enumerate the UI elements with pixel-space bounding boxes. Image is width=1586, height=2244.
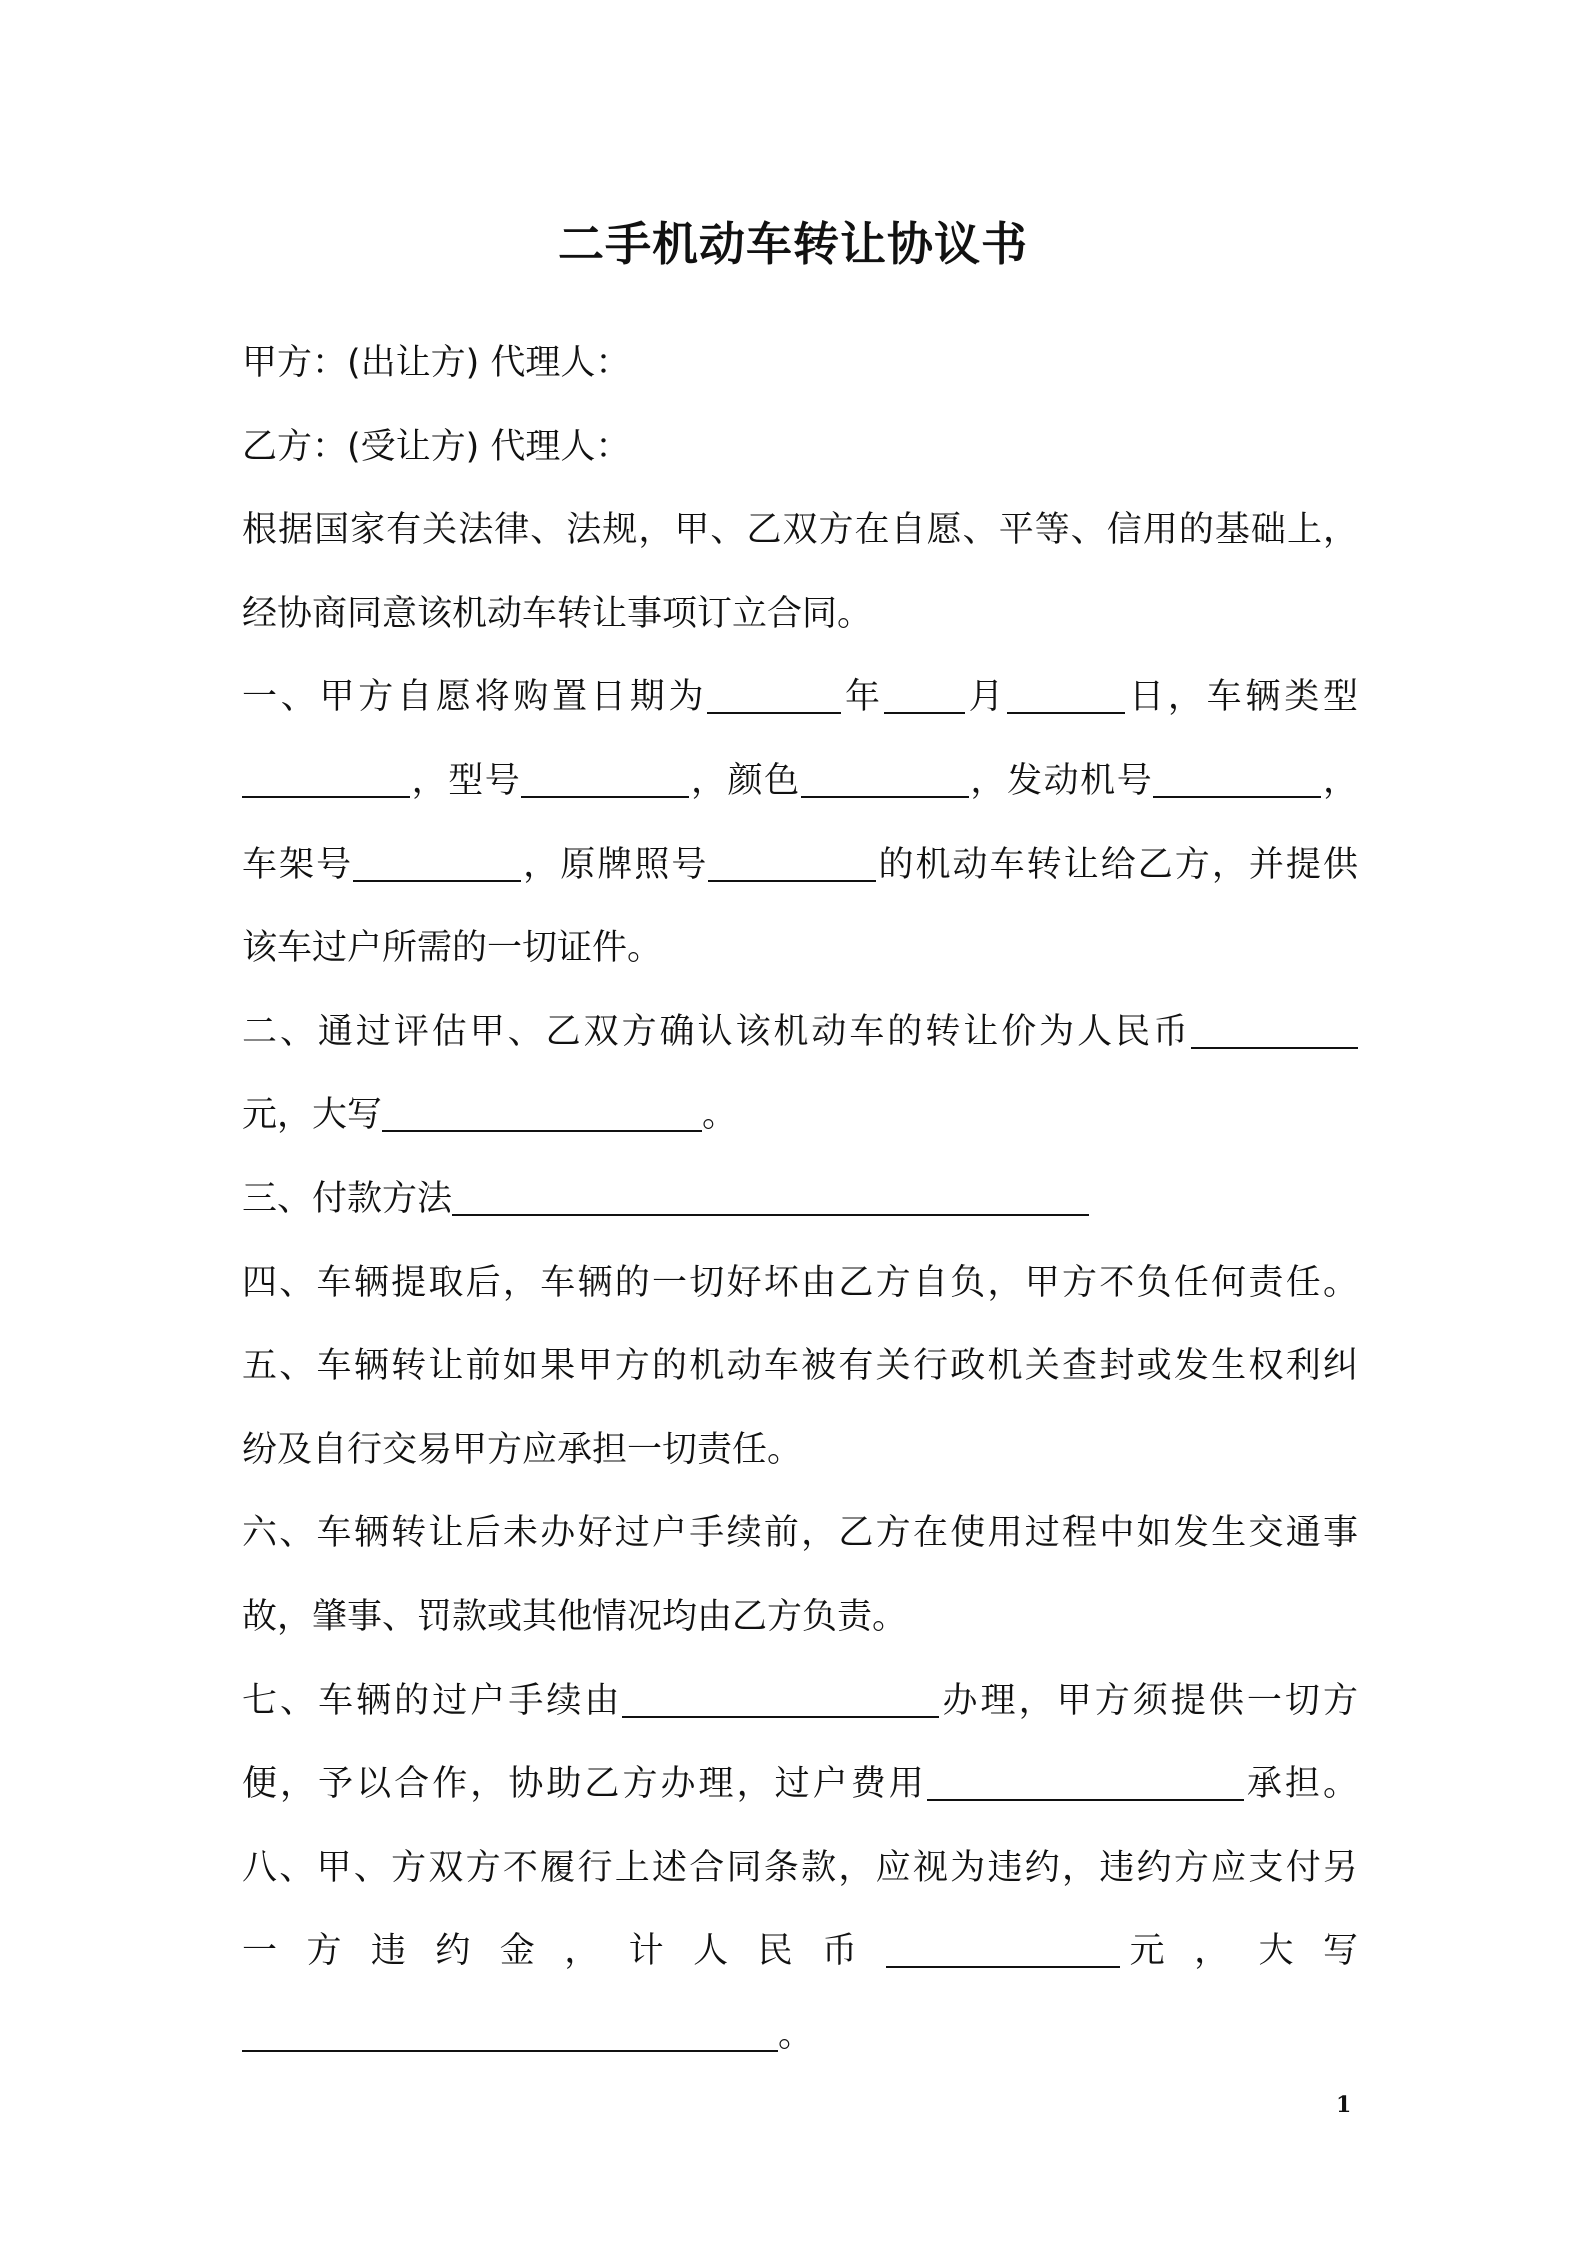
- line-text: 经协商同意该机动车转让事项订立合同。: [242, 593, 873, 634]
- contract-line: [242, 1174, 1358, 1224]
- line-text: 月: [964, 677, 1008, 718]
- line-text: 根据国家有关法律、法规，甲、乙双方在自愿、平等、信用的基础上，: [242, 510, 1358, 551]
- line-text: 八、甲、方双方不履行上述合同条款，应视为违约，违约方应支付另: [242, 1847, 1358, 1888]
- contract-line: [242, 1508, 1358, 1558]
- line-text: 。: [702, 1095, 738, 1136]
- fill-in-blank-day[interactable]: [1007, 674, 1125, 714]
- fill-in-blank-mid[interactable]: [801, 758, 969, 798]
- contract-line: [242, 840, 1358, 890]
- fill-in-blank-agent[interactable]: [622, 1678, 939, 1718]
- line-text: 的机动车转让给乙方，并提供: [876, 844, 1358, 885]
- line-text: 七、车辆的过户手续由: [242, 1680, 623, 1721]
- contract-line: [242, 1007, 1358, 1057]
- line-text: 车架号: [242, 844, 354, 885]
- contract-line: [242, 422, 1358, 472]
- line-text: 五、车辆转让前如果甲方的机动车被有关行政机关查封或发生权利纠: [242, 1346, 1358, 1387]
- contract-line: [242, 2010, 1358, 2060]
- page-number: 1: [1336, 2092, 1352, 2118]
- line-text: 一 方 违 约 金 ， 计 人 民 币: [242, 1931, 887, 1972]
- contract-line: [242, 589, 1358, 639]
- contract-line: [242, 1592, 1358, 1642]
- fill-in-blank-month[interactable]: [884, 674, 965, 714]
- fill-in-blank-mid[interactable]: [521, 758, 689, 798]
- line-text: 便，予以合作，协助乙方办理，过户费用: [242, 1764, 927, 1805]
- line-text: 二、通过评估甲、乙双方确认该机动车的转让价为人民币: [242, 1011, 1191, 1052]
- line-text: 年: [841, 677, 884, 718]
- contract-line: [242, 1258, 1358, 1308]
- line-text: 元 ， 大 写: [1120, 1931, 1358, 1972]
- line-text: 故，肇事、罚款或其他情况均由乙方负责。: [242, 1597, 908, 1637]
- line-text: ，发动机号: [968, 761, 1154, 801]
- line-text: 办理，甲方须提供一切方: [939, 1680, 1358, 1721]
- fill-in-blank-penalty[interactable]: [886, 1928, 1120, 1968]
- contract-line: [242, 1676, 1358, 1726]
- contract-line: [242, 672, 1358, 722]
- line-text: 三、付款方法: [242, 1179, 453, 1219]
- contract-line: [242, 756, 1358, 806]
- contract-line: [242, 505, 1358, 555]
- contract-line: [242, 1090, 1358, 1140]
- line-text: 承担。: [1243, 1764, 1358, 1805]
- fill-in-blank-mid[interactable]: [242, 758, 410, 798]
- line-text: ，: [1321, 761, 1358, 801]
- contract-line: [242, 923, 1358, 973]
- contract-line: [242, 1341, 1358, 1391]
- contract-line: [242, 1759, 1358, 1809]
- fill-in-blank-mid[interactable]: [353, 842, 521, 882]
- fill-in-blank-fee[interactable]: [927, 1761, 1244, 1801]
- fill-in-blank-pay[interactable]: [452, 1176, 1089, 1216]
- line-text: ，颜色: [689, 761, 801, 801]
- fill-in-blank-year[interactable]: [707, 674, 841, 714]
- line-text: 一、甲方自愿将购置日期为: [242, 677, 708, 718]
- fill-in-blank-price[interactable]: [1191, 1009, 1358, 1049]
- line-text: 六、车辆转让后未办好过户手续前，乙方在使用过程中如发生交通事: [242, 1513, 1358, 1554]
- line-text: ，原牌照号: [521, 844, 709, 885]
- line-text: 元，大写: [242, 1095, 383, 1136]
- contract-line: [242, 1843, 1358, 1893]
- line-text: 该车过户所需的一切证件。: [242, 928, 663, 969]
- line-text: 甲方：(出让方) 代理人：: [242, 343, 631, 383]
- fill-in-blank-mid[interactable]: [1153, 758, 1321, 798]
- contract-line: [242, 1425, 1358, 1475]
- fill-in-blank-mid[interactable]: [708, 842, 876, 882]
- fill-in-blank-long[interactable]: [242, 2012, 778, 2052]
- document-title: 二手机动车转让协议书: [558, 217, 1028, 271]
- fill-in-blank-caps[interactable]: [382, 1092, 702, 1132]
- line-text: ，型号: [410, 761, 522, 801]
- line-text: 。: [778, 2015, 814, 2055]
- contract-line: [242, 338, 1358, 388]
- line-text: 纷及自行交易甲方应承担一切责任。: [242, 1429, 803, 1470]
- contract-line: [242, 1926, 1358, 1976]
- line-text: 乙方：(受让方) 代理人：: [242, 426, 631, 467]
- line-text: 日，车辆类型: [1125, 677, 1358, 718]
- line-text: 四、车辆提取后，车辆的一切好坏由乙方自负，甲方不负任何责任。: [242, 1262, 1358, 1303]
